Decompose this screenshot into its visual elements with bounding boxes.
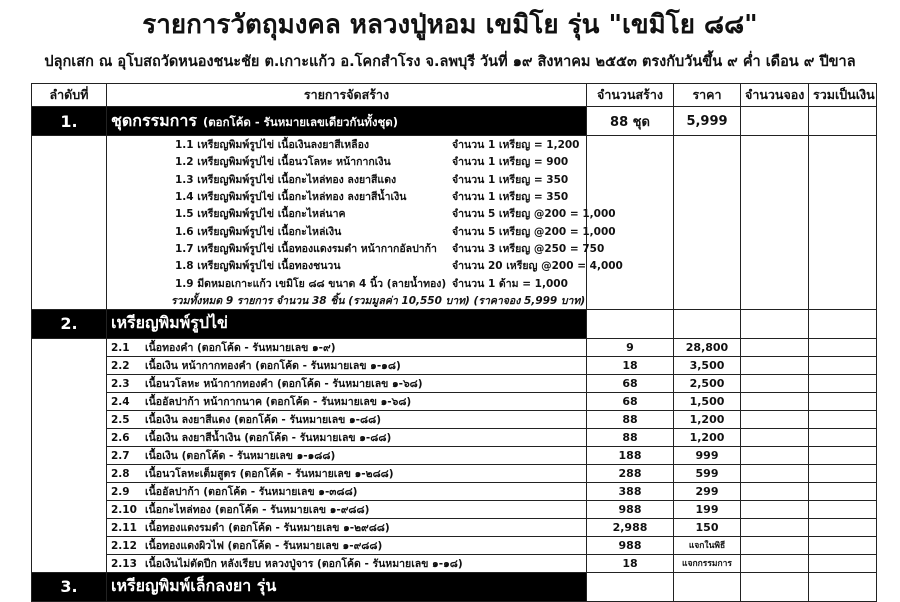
kit-item-desc: 1.4 เหรียญพิมพ์รูปไข่ เนื้อกะไหล่ทอง ลงยาสีน้ำเงิน [175, 191, 407, 204]
table-row [32, 500, 877, 518]
amulet-list-table [31, 83, 877, 602]
section-title [107, 107, 587, 136]
item-desc: เนื้ออัลปาก้า (ตอกโค้ด - รันหมายเลข ๑-๓๘๘) [145, 485, 358, 498]
kit-summary: รวมทั้งหมด 9 รายการ จำนวน 38 ชิ้น (รวมมูลค่า 10,550 บาท) (ราคาจอง 5,999 บาท) [107, 292, 587, 310]
item-total-cell [809, 428, 877, 446]
kit-item-desc: 1.1 เหรียญพิมพ์รูปไข่ เนื้อเงินลงยาสีเหลือง [175, 139, 370, 152]
item-number: 2.1 [111, 341, 130, 354]
kit-item-qty: จำนวน 1 เหรียญ = 1,200 [452, 139, 580, 152]
section-reserved-cell [741, 107, 809, 136]
item-cell [107, 428, 587, 446]
item-total-cell [809, 374, 877, 392]
order-cell [32, 554, 107, 572]
item-reserved-cell [741, 518, 809, 536]
order-cell [32, 464, 107, 482]
kit-item-qty: จำนวน 1 เหรียญ = 900 [452, 156, 569, 169]
item-desc: เนื้อเงิน หน้ากากทองคำ (ตอกโค้ด - รันหมายเลข ๑-๑๘) [145, 359, 401, 372]
item-total-cell [809, 338, 877, 356]
page-subtitle: ปลุกเสก ณ อุโบสถวัดหนองชนะชัย ต.เกาะแก้ว อ.โคกสำโรง จ.ลพบุรี วันที่ ๑๙ สิงหาคม ๒๕๕๓ ตรงกับวันขึ้น ๙ ค่ำ เดือน ๙ ปีขาล [44, 54, 856, 70]
item-total-cell [809, 482, 877, 500]
item-desc: เนื้อทองแดงรมดำ (ตอกโค้ด - รันหมายเลข ๑-๒๙๘๘) [145, 521, 390, 534]
item-number: 2.2 [111, 359, 130, 372]
order-cell [32, 171, 107, 188]
item-quantity: 88 [587, 410, 674, 428]
item-quantity: 18 [587, 554, 674, 572]
item-total-cell [809, 446, 877, 464]
section-number: 3. [32, 572, 107, 601]
header-item: รายการจัดสร้าง [107, 84, 587, 107]
order-cell [32, 392, 107, 410]
item-cell [107, 500, 587, 518]
kit-item-qty: จำนวน 1 เหรียญ = 350 [452, 173, 569, 186]
item-total-cell [809, 554, 877, 572]
kit-item-desc: 1.8 เหรียญพิมพ์รูปไข่ เนื้อทองชนวน [175, 260, 341, 273]
order-cell [32, 188, 107, 205]
order-cell [32, 356, 107, 374]
header-reserved: จำนวนจอง [741, 84, 809, 107]
item-cell [107, 446, 587, 464]
kit-reserved-cell [741, 136, 809, 310]
item-quantity: 988 [587, 536, 674, 554]
item-total-cell [809, 410, 877, 428]
table-row [32, 392, 877, 410]
kit-price-cell [674, 136, 741, 310]
kit-total-cell [809, 136, 877, 310]
item-total-cell [809, 500, 877, 518]
item-total-cell [809, 536, 877, 554]
kit-item-cell [107, 205, 616, 222]
item-desc: เนื้อทองแดงผิวไฟ (ตอกโค้ด - รันหมายเลข ๑-๙๘๘) [145, 539, 383, 552]
item-cell [107, 392, 587, 410]
item-desc: เนื้อทองคำ (ตอกโค้ด - รันหมายเลข ๑-๙) [145, 341, 336, 354]
section-reserved-cell [741, 309, 809, 338]
kit-item-desc: 1.7 เหรียญพิมพ์รูปไข่ เนื้อทองแดงรมดำ หน้ากากอัลปาก้า [175, 242, 437, 255]
table-row [32, 428, 877, 446]
item-quantity: 188 [587, 446, 674, 464]
kit-item-cell [107, 240, 605, 257]
section-title [107, 309, 587, 338]
section-total-cell [809, 572, 877, 601]
item-cell [107, 338, 587, 356]
item-reserved-cell [741, 482, 809, 500]
item-reserved-cell [741, 536, 809, 554]
section-quantity: 88 ชุด [587, 107, 674, 136]
header-quantity: จำนวนสร้าง [587, 84, 674, 107]
section-note: (ตอกโค้ด - รันหมายเลขเดียวกันทั้งชุด) [202, 114, 399, 129]
section-price-cell [674, 309, 741, 338]
item-cell [107, 554, 587, 572]
section-name: เหรียญพิมพ์เล็กลงยา รุ่น [111, 576, 277, 596]
item-price: 999 [674, 446, 741, 464]
kit-item-desc: 1.5 เหรียญพิมพ์รูปไข่ เนื้อกะไหล่นาค [175, 208, 346, 221]
order-cell [32, 136, 107, 154]
table-row [32, 374, 877, 392]
section-row [32, 572, 877, 601]
order-cell [32, 205, 107, 222]
item-total-cell [809, 392, 877, 410]
item-price: 199 [674, 500, 741, 518]
table-row [32, 482, 877, 500]
order-cell [32, 428, 107, 446]
item-quantity: 88 [587, 428, 674, 446]
order-cell [32, 374, 107, 392]
kit-item-desc: 1.3 เหรียญพิมพ์รูปไข่ เนื้อกะไหล่ทอง ลงยาสีแดง [175, 173, 397, 186]
item-price: แจกในพิธี [674, 536, 741, 554]
kit-item-cell [107, 153, 587, 170]
kit-item-cell [107, 136, 587, 154]
order-cell [32, 338, 107, 356]
item-desc: เนื้ออัลปาก้า หน้ากากนาค (ตอกโค้ด - รันหมายเลข ๑-๖๘) [145, 395, 412, 408]
item-price: 299 [674, 482, 741, 500]
table-row [32, 446, 877, 464]
table-header-row [32, 84, 877, 107]
section-quantity-cell [587, 309, 674, 338]
item-total-cell [809, 464, 877, 482]
item-cell [107, 374, 587, 392]
order-cell [32, 257, 107, 274]
item-price: 150 [674, 518, 741, 536]
item-reserved-cell [741, 446, 809, 464]
item-number: 2.8 [111, 467, 130, 480]
header-price: ราคา [674, 84, 741, 107]
item-cell [107, 356, 587, 374]
kit-item-qty: จำนวน 3 เหรียญ @250 = 750 [452, 242, 605, 255]
item-quantity: 68 [587, 374, 674, 392]
section-price: 5,999 [674, 107, 741, 136]
item-reserved-cell [741, 554, 809, 572]
kit-item-qty: จำนวน 5 เหรียญ @200 = 1,000 [452, 225, 616, 238]
item-cell [107, 482, 587, 500]
section-title [107, 572, 587, 601]
item-desc: เนื้อนวโลหะ หน้ากากทองคำ (ตอกโค้ด - รันหมายเลข ๑-๖๘) [145, 377, 423, 390]
order-cell [32, 274, 107, 291]
item-cell [107, 536, 587, 554]
header-total: รวมเป็นเงิน [809, 84, 877, 107]
item-price: 28,800 [674, 338, 741, 356]
item-cell [107, 464, 587, 482]
kit-item-desc: 1.2 เหรียญพิมพ์รูปไข่ เนื้อนวโลหะ หน้ากากเงิน [175, 156, 391, 169]
kit-item-desc: 1.6 เหรียญพิมพ์รูปไข่ เนื้อกะไหล่เงิน [175, 225, 342, 238]
section-number: 2. [32, 309, 107, 338]
item-price: 1,500 [674, 392, 741, 410]
item-reserved-cell [741, 338, 809, 356]
item-price: 2,500 [674, 374, 741, 392]
item-number: 2.10 [111, 503, 137, 516]
kit-item-cell [107, 188, 587, 205]
section-total-cell [809, 107, 877, 136]
item-quantity: 18 [587, 356, 674, 374]
section-number: 1. [32, 107, 107, 136]
table-row [32, 410, 877, 428]
order-cell [32, 410, 107, 428]
item-quantity: 388 [587, 482, 674, 500]
section-total-cell [809, 309, 877, 338]
header-order: ลำดับที่ [32, 84, 107, 107]
order-cell [32, 482, 107, 500]
item-reserved-cell [741, 500, 809, 518]
kit-item-cell [107, 222, 616, 239]
kit-item-qty: จำนวน 5 เหรียญ @200 = 1,000 [452, 208, 616, 221]
item-desc: เนื้อเงิน ลงยาสีน้ำเงิน (ตอกโค้ด - รันหมายเลข ๑-๘๘) [145, 431, 392, 444]
kit-item-qty: จำนวน 1 ด้าม = 1,000 [452, 277, 568, 290]
item-number: 2.7 [111, 449, 130, 462]
kit-item-cell [107, 274, 587, 291]
order-cell [32, 153, 107, 170]
item-cell [107, 518, 587, 536]
item-number: 2.9 [111, 485, 130, 498]
item-number: 2.12 [111, 539, 137, 552]
item-number: 2.5 [111, 413, 130, 426]
table-row [32, 464, 877, 482]
order-cell [32, 240, 107, 257]
order-cell [32, 536, 107, 554]
item-price: 1,200 [674, 428, 741, 446]
item-number: 2.4 [111, 395, 130, 408]
section-price-cell [674, 572, 741, 601]
table-row [32, 554, 877, 572]
item-desc: เนื้อเงิน ลงยาสีแดง (ตอกโค้ด - รันหมายเลข ๑-๘๘) [145, 413, 382, 426]
item-quantity: 68 [587, 392, 674, 410]
item-number: 2.6 [111, 431, 130, 444]
item-reserved-cell [741, 428, 809, 446]
page-title: รายการวัตถุมงคล หลวงปู่หอม เขมิโย รุ่น "เขมิโย ๘๘" [142, 10, 758, 40]
item-quantity: 9 [587, 338, 674, 356]
item-desc: เนื้อเงินไม่ตัดปีก หลังเรียบ หลวงปู่จาร (ตอกโค้ด - รันหมายเลข ๑-๑๘) [145, 557, 463, 570]
order-cell [32, 446, 107, 464]
table-row [32, 518, 877, 536]
section-reserved-cell [741, 572, 809, 601]
item-desc: เนื้อนวโลหะเต็มสูตร (ตอกโค้ด - รันหมายเลข ๑-๒๘๘) [145, 467, 394, 480]
section-row [32, 309, 877, 338]
section-name: เหรียญพิมพ์รูปไข่ [111, 313, 228, 333]
item-desc: เนื้อกะไหล่ทอง (ตอกโค้ด - รันหมายเลข ๑-๙๘๘) [145, 503, 370, 516]
item-total-cell [809, 518, 877, 536]
kit-item-cell [107, 257, 623, 274]
item-cell [107, 410, 587, 428]
kit-item-qty: จำนวน 1 เหรียญ = 350 [452, 191, 569, 204]
kit-item-cell [107, 171, 587, 188]
order-cell [32, 222, 107, 239]
section-row [32, 107, 877, 136]
item-desc: เนื้อเงิน (ตอกโค้ด - รันหมายเลข ๑-๑๘๘) [145, 449, 336, 462]
item-number: 2.3 [111, 377, 130, 390]
kit-item-qty: จำนวน 20 เหรียญ @200 = 4,000 [452, 260, 623, 273]
section-quantity-cell [587, 572, 674, 601]
item-number: 2.11 [111, 521, 137, 534]
item-number: 2.13 [111, 557, 137, 570]
item-price: 1,200 [674, 410, 741, 428]
item-price: 3,500 [674, 356, 741, 374]
item-quantity: 988 [587, 500, 674, 518]
item-reserved-cell [741, 374, 809, 392]
kit-item-desc: 1.9 มีดหมอเกาะแก้ว เขมิโย ๘๘ ขนาด 4 นิ้ว (ลายน้ำทอง) [175, 277, 447, 290]
item-reserved-cell [741, 392, 809, 410]
table-row [32, 338, 877, 356]
item-total-cell [809, 356, 877, 374]
kit-item-row [32, 136, 877, 154]
item-reserved-cell [741, 356, 809, 374]
table-row [32, 356, 877, 374]
item-quantity: 2,988 [587, 518, 674, 536]
section-name: ชุดกรรมการ [111, 110, 197, 130]
item-quantity: 288 [587, 464, 674, 482]
item-reserved-cell [741, 410, 809, 428]
order-cell [32, 500, 107, 518]
item-price: แจกกรรมการ [674, 554, 741, 572]
table-row [32, 536, 877, 554]
order-cell [32, 518, 107, 536]
order-cell [32, 292, 107, 310]
item-price: 599 [674, 464, 741, 482]
item-reserved-cell [741, 464, 809, 482]
